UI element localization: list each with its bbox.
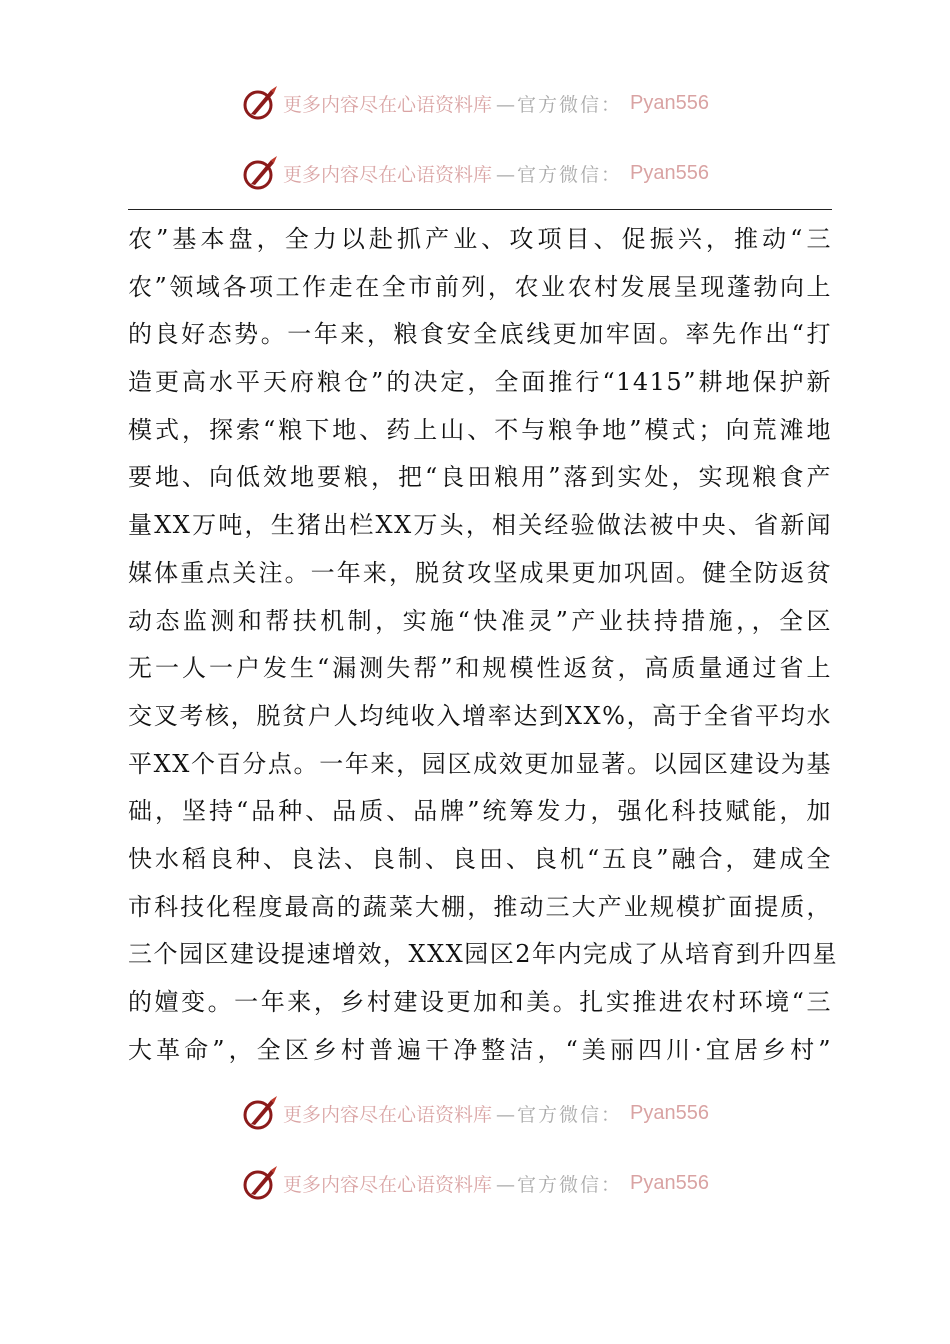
body-line: 造更高水平天府粮仓”的决定，全面推行“1415”耕地保护新 (128, 368, 832, 397)
header-rule (128, 209, 832, 210)
quill-pen-icon (241, 1164, 279, 1202)
body-line: 的良好态势。一年来，粮食安全底线更加牢固。率先作出“打 (128, 320, 832, 349)
body-line: 快水稻良种、良法、良制、良田、良机“五良”融合，建成全 (128, 844, 832, 873)
body-line: 农”基本盘，全力以赴抓产业、攻项目、促振兴，推动“三 (128, 225, 832, 253)
body-line: 量XX万吨，生猪出栏XX万头，相关经验做法被中央、省新闻 (128, 511, 832, 540)
watermark-id-text: Pyan556 (630, 161, 709, 184)
watermark-banner (0, 151, 950, 195)
watermark-dash-text: —官方微信： (496, 93, 623, 116)
quill-pen-icon (241, 84, 279, 122)
watermark-banner (0, 1091, 950, 1135)
document-body (128, 216, 839, 1074)
watermark-banner (0, 1161, 950, 1205)
quill-pen-icon (241, 154, 279, 192)
body-line: 础，坚持“品种、品质、品牌”统筹发力，强化科技赋能，加 (128, 797, 832, 826)
body-line: 平XX个百分点。一年来，园区成效更加显著。以园区建设为基 (128, 749, 832, 778)
body-line: 农”领域各项工作走在全市前列，农业农村发展呈现蓬勃向上 (128, 272, 832, 301)
watermark-id-text: Pyan556 (630, 1171, 709, 1194)
body-line: 三个园区建设提速增效，XXX园区2年内完成了从培育到升四星 (128, 940, 839, 969)
body-line: 的嬗变。一年来，乡村建设更加和美。扎实推进农村环境“三 (128, 988, 832, 1016)
body-line: 市科技化程度最高的蔬菜大棚，推动三大产业规模扩面提质， (128, 892, 832, 921)
body-line: 动态监测和帮扶机制，实施“快准灵”产业扶持措施，，全区 (128, 606, 832, 635)
watermark-main-text: 更多内容尽在心语资料库 (283, 93, 493, 116)
watermark-main-text: 更多内容尽在心语资料库 (283, 163, 493, 186)
body-line: 要地、向低效地要粮，把“良田粮用”落到实处，实现粮食产 (128, 463, 832, 492)
watermark-dash-text: —官方微信： (496, 163, 623, 186)
body-line: 交叉考核，脱贫户人均纯收入增率达到XX%，高于全省平均水 (128, 701, 832, 730)
watermark-dash-text: —官方微信： (496, 1173, 623, 1196)
body-line: 大革命”，全区乡村普遍干净整洁，“美丽四川·宜居乡村” (128, 1035, 832, 1064)
body-line: 模式，探索“粮下地、药上山、不与粮争地”模式；向荒滩地 (128, 415, 832, 444)
watermark-id-text: Pyan556 (630, 1101, 709, 1124)
body-line: 媒体重点关注。一年来，脱贫攻坚成果更加巩固。健全防返贫 (128, 558, 832, 587)
watermark-id-text: Pyan556 (630, 91, 709, 114)
watermark-main-text: 更多内容尽在心语资料库 (283, 1173, 493, 1196)
body-line: 无一人一户发生“漏测失帮”和规模性返贫，高质量通过省上 (128, 654, 832, 683)
watermark-banner (0, 81, 950, 125)
watermark-dash-text: —官方微信： (496, 1103, 623, 1126)
quill-pen-icon (241, 1094, 279, 1132)
watermark-main-text: 更多内容尽在心语资料库 (283, 1103, 493, 1126)
